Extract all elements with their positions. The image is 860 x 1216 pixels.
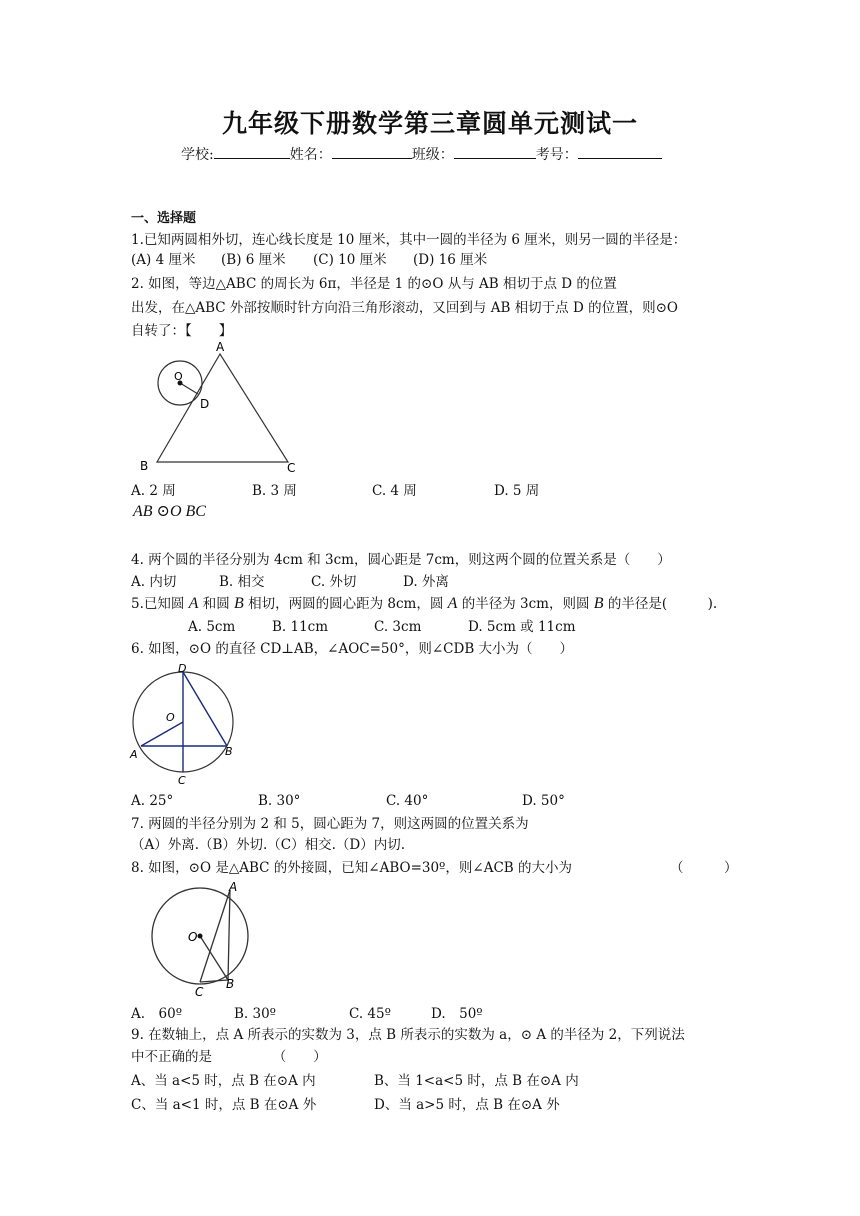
q5-var-a: A <box>188 595 199 612</box>
label-o-q8: O <box>188 930 198 944</box>
label-a: A <box>216 340 225 354</box>
label-c-q8: C <box>195 985 204 999</box>
label-b: B <box>140 459 149 473</box>
q6-option-c: C. 40° <box>386 793 429 809</box>
center-point-o-q8 <box>198 934 203 939</box>
school-label: 学校: <box>181 147 214 163</box>
question-8-bracket: （ ） <box>670 860 738 876</box>
question-5-options <box>188 618 576 636</box>
q6-option-d: D. 50° <box>522 793 565 809</box>
q5-option-d: D. 5cm 或 11cm <box>468 619 576 635</box>
q8-option-d: D. 50º <box>431 1006 483 1022</box>
page-title: 九年级下册数学第三章圆单元测试一 <box>221 109 638 138</box>
question-9-line-1: 9. 在数轴上，点 A 所表示的实数为 3，点 B 所表示的实数为 a，⊙ A 的半径为 2，下列说法 <box>131 1027 685 1043</box>
question-4-text: 4. 两个圆的半径分别为 4cm 和 3cm，圆心距是 7cm，则这两个圆的位置关系是（ ） <box>131 552 671 568</box>
question-9-options-row-1 <box>131 1072 579 1090</box>
question-2-line-1: 2. 如图，等边△ABC 的周长为 6π，半径是 1 的⊙O 从与 AB 相切于点 D 的位置 <box>131 276 617 292</box>
question-7-options: （A）外离.（B）外切.（C）相交.（D）内切. <box>131 837 405 853</box>
side-ac <box>200 890 230 982</box>
q5-option-c: C. 3cm <box>374 619 422 635</box>
q5-var-c: A <box>447 595 458 612</box>
name-label: 姓名： <box>289 147 332 163</box>
q1-option-b: (B) 6 厘米 <box>221 252 286 268</box>
circumscribed-circle-figure <box>140 878 260 1000</box>
name-blank <box>332 144 412 159</box>
q5-option-a: A. 5cm <box>188 619 236 635</box>
label-b-q8: B <box>226 977 235 991</box>
q5-text-e: 的半径是( ). <box>603 596 718 612</box>
q1-option-d: (D) 16 厘米 <box>413 252 488 268</box>
question-9-line-2: 中不正确的是 （ ） <box>131 1049 327 1065</box>
question-2-line-3: 自转了：【 】 <box>131 323 233 339</box>
q5-var-d: B <box>593 595 604 612</box>
label-c: C <box>287 461 296 475</box>
q4-option-a: A. 内切 <box>131 574 177 590</box>
q4-option-d: D. 外离 <box>403 574 449 590</box>
q6-option-a: A. 25° <box>131 793 174 809</box>
q2-option-d: D. 5 周 <box>494 483 540 499</box>
q5-option-b: B. 11cm <box>272 619 329 635</box>
circle-diameter-figure <box>128 660 248 790</box>
q9-option-d: D、当 a>5 时，点 B 在⊙A 外 <box>374 1097 560 1113</box>
question-4-options <box>131 573 449 591</box>
question-1-options <box>131 251 487 269</box>
label-o-q6: O <box>166 711 175 724</box>
exam-no-blank <box>578 144 662 159</box>
q4-option-c: C. 外切 <box>311 574 357 590</box>
question-6-options <box>131 792 565 810</box>
triangle-rolling-circle-figure <box>130 338 310 478</box>
label-a-q8: A <box>229 880 238 894</box>
label-o: O <box>174 370 183 383</box>
q5-text-c: 相切，两圆的圆心距为 8cm，圆 <box>243 596 448 612</box>
q9-option-b: B、当 1<a<5 时，点 B 在⊙A 内 <box>374 1073 579 1089</box>
label-a-q6: A <box>130 748 138 761</box>
q1-option-c: (C) 10 厘米 <box>313 252 387 268</box>
q2-option-b: B. 3 周 <box>252 483 297 499</box>
radius-oa <box>141 722 183 746</box>
student-info-line <box>181 144 662 164</box>
question-1-text: 1.已知两圆相外切，连心线长度是 10 厘米，其中一圆的半径为 6 厘米，则另一圆的半径是： <box>131 232 687 248</box>
question-8-text: 8. 如图，⊙O 是△ABC 的外接圆，已知∠ABO=30º，则∠ACB 的大小为 <box>131 860 573 876</box>
label-c-q6: C <box>178 774 186 787</box>
question-6-text: 6. 如图，⊙O 的直径 CD⊥AB，∠AOC=50°，则∠CDB 大小为（ ） <box>131 641 574 657</box>
section-heading: 一、选择题 <box>131 211 197 226</box>
question-2-options <box>131 482 539 500</box>
question-5-text <box>131 595 717 613</box>
q9-option-c: C、当 a<1 时，点 B 在⊙A 外 <box>131 1097 317 1113</box>
q6-option-b: B. 30° <box>258 793 301 809</box>
question-3-fragment: AB ⊙O BC <box>133 503 206 520</box>
q1-option-a: (A) 4 厘米 <box>131 252 196 268</box>
class-blank <box>454 144 536 159</box>
side-ab <box>228 890 230 980</box>
question-2-line-2: 出发，在△ABC 外部按顺时针方向沿三角形滚动，又回到与 AB 相切于点 D 的位置，则⊙O <box>131 300 678 316</box>
q9-option-a: A、当 a<5 时，点 B 在⊙A 内 <box>131 1073 316 1089</box>
label-d-q6: D <box>178 662 187 675</box>
q2-option-a: A. 2 周 <box>131 483 176 499</box>
exam-no-label: 考号： <box>535 147 578 163</box>
question-8-options <box>131 1005 483 1023</box>
label-d: D <box>200 397 210 411</box>
q8-option-a: A. 60º <box>131 1006 183 1022</box>
q8-option-b: B. 30º <box>234 1006 277 1022</box>
q2-option-c: C. 4 周 <box>372 483 417 499</box>
q4-option-b: B. 相交 <box>219 574 265 590</box>
question-7-text: 7. 两圆的半径分别为 2 和 5，圆心距为 7，则这两圆的位置关系为 <box>131 816 529 832</box>
q5-var-b: B <box>234 595 244 612</box>
q8-option-c: C. 45º <box>349 1006 391 1022</box>
radius-ob <box>200 936 228 980</box>
q5-text-b: 和圆 <box>198 596 235 612</box>
school-blank <box>214 144 290 159</box>
chord-db <box>183 672 227 746</box>
q5-text-d: 的半径为 3cm，则圆 <box>457 596 594 612</box>
radius-od <box>180 383 198 394</box>
q5-text-a: 5.已知圆 <box>131 596 189 612</box>
question-9-options-row-2 <box>131 1096 560 1114</box>
label-b-q6: B <box>225 745 233 758</box>
class-label: 班级： <box>411 147 454 163</box>
